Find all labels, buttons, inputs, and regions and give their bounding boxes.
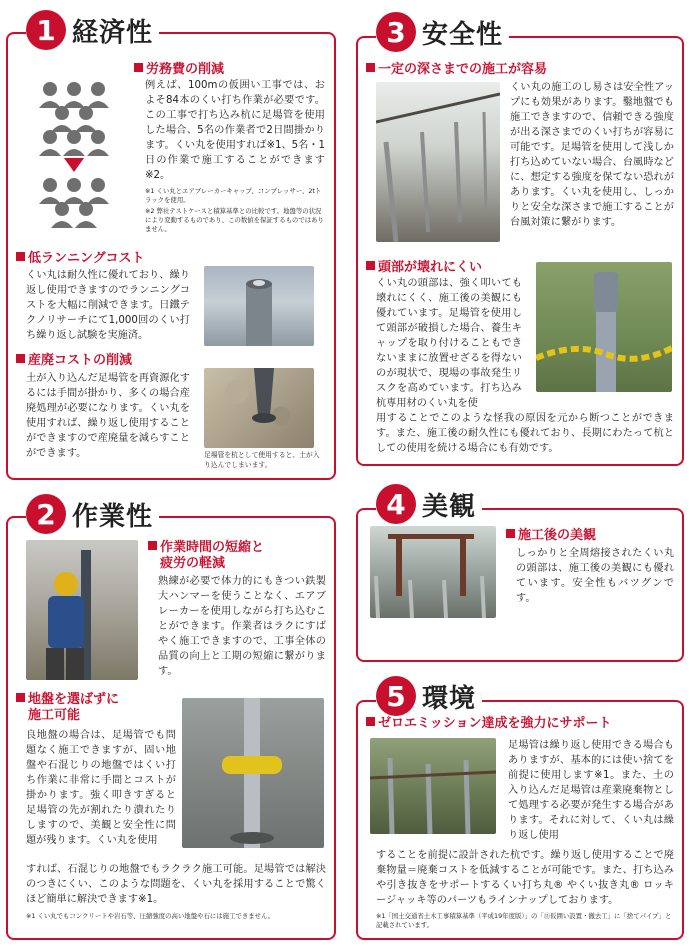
appearance-title <box>376 484 482 524</box>
workers-reduced-icon <box>38 176 110 228</box>
labor-note-2: ※2 弊社テストケースと積算基準との比較です。地盤等の状況により変動するものであり、この数値を保証するものではありません。 <box>145 207 324 233</box>
economy-heading: 経済性 <box>72 17 154 48</box>
time-heading: 作業時間の短縮と <box>148 540 264 556</box>
labor-heading: 労務費の削減 <box>134 62 224 78</box>
labor-body: 例えば、100mの仮囲い工事では、およそ84本のくい打ち作業が必要です。この工事で打ち込み杭に足場管を使用した場合、5名の作業者で2日間掛かります。くい丸を使用すれば※1、5名・1日の作業で施工することができます※2。 <box>145 80 325 181</box>
fence-piles-photo <box>376 82 500 242</box>
down-arrow-icon <box>64 158 84 172</box>
ground-heading: 地盤を選ばずに <box>16 692 119 708</box>
head-durability-body-2: 用することでこのような怪我の原因を元から断つことができます。また、施工後の耐久性にも優れており、長期にわたって杭としての使用を続ける場合にも有効です。 <box>376 413 674 454</box>
labor-note-1: ※1 くい丸とエアブレーカーキャップ、コンプレッサー、2tトラックを使用。 <box>145 187 322 204</box>
pile-chain-photo <box>536 262 672 392</box>
appearance-heading: 美観 <box>422 491 477 522</box>
grass-piles-photo <box>370 738 496 834</box>
zero-emission-note: ※1「国土交通省土木工事積算基準（平成19年度版）」の「⑪仮囲い設置・撤去工」に「捨てパイプ」と記載されています。 <box>376 912 672 929</box>
time-body: 熟練が必要で体力的にもきつい鉄製大ハンマーを使うことなく、エアブレーカーを使用しながら打ち込むことができます。作業者はラクにすばやく施工できますので、工事全体の品質の向上と工期の短縮に繋がります。 <box>158 576 326 677</box>
shrine-fence-photo <box>370 526 496 618</box>
safety-title <box>376 12 509 52</box>
depth-heading: 一定の深さまでの施工が容易 <box>366 62 547 78</box>
head-durability-body-1: くい丸の頭部は、強く叩いても壊れにくく、施工後の美観にも優れています。足場管を使用して頭部が破損した場合、養生キャップを取り付けることもできないままに放置せざるを得ないのが現状で、現場の事故発生リスクを高めています。打ち込み杭専用材のくい丸を使 <box>376 278 522 409</box>
pile-head-photo <box>204 266 314 346</box>
running-cost-heading: 低ランニングコスト <box>16 251 144 267</box>
zero-emission-body-1: 足場管は繰り返し使用できる場合もありますが、基本的には使い捨てを前提に使用します※1。また、土の入り込んだ足場管は産業廃棄物として処理する必要が発生する場合があります。それに対して、くい丸は繰り返し使用 <box>508 740 674 841</box>
ground-body-2: すれば、石混じりの地盤でもラクラク施工可能。足場管では解決のつきにくい、このような問題を、くい丸を採用することで驚くほど簡単に解決できます※1。 <box>26 864 326 905</box>
after-body: しっかりと全周熔接されたくい丸の頭部は、施工後の美観にも優れています。安全性もバツグンです。 <box>516 548 674 604</box>
waste-cost-heading: 産廃コストの削減 <box>16 353 132 369</box>
workability-title <box>26 494 159 534</box>
zero-emission-body-2: することを前提に設計された杭です。繰り返し使用することで廃棄物量＝廃棄コストを低減することが可能です。また、打ち込み や引き抜きをサポートするくい打ち丸® やくい抜き丸® ロッキージャッキ等のパーツもラインナップしております。 <box>376 850 674 906</box>
zero-emission-heading: ゼロエミッション達成を強力にサポート <box>366 716 611 732</box>
environment-heading: 環境 <box>422 683 477 714</box>
workability-number: 2 <box>26 494 66 534</box>
workability-heading: 作業性 <box>72 501 154 532</box>
safety-number: 3 <box>376 12 416 52</box>
time-heading-line2: 疲労の軽減 <box>160 556 226 571</box>
ground-body-1: 良地盤の場合は、足場管でも問題なく施工できますが、固い地盤や石混じりの地盤ではくい打ち作業に非常に手間とコストが掛かります。強く叩きすぎると足場管の先が割れたり潰れたりしますので、美観と安全性に問題が残ります。くい丸を使用 <box>26 730 176 846</box>
waste-cost-body: 土が入り込んだ足場管を再資源化するには手間が掛かり、多くの場合産廃処理が必要になります。くい丸を使用すれば、繰り返し使用することができますので産廃量を減らすことができます。 <box>26 373 190 459</box>
ground-note: ※1 くい丸でもコンクリートや岩石等、圧縮強度の高い地盤や石には施工できません。 <box>26 912 275 920</box>
worker-breaker-photo <box>26 540 138 680</box>
after-heading: 施工後の美観 <box>506 528 596 544</box>
head-durability-heading: 頭部が壊れにくい <box>366 260 482 276</box>
pile-clamp-photo <box>182 698 324 848</box>
workers-group-icon <box>38 80 110 156</box>
economy-title <box>26 10 159 50</box>
ground-heading-line2: 施工可能 <box>28 708 81 723</box>
depth-body: くい丸の施工のし易さは安全性アップにも効果があります。鑿地盤でも施工できますので、信頼できる強度が出る深さまでのくい打ちが容易に可能です。足場管を使用して浅しか打ち込めていない場合、台風時などに、想定する強度を保てない恐れがあります。くい丸を使用し、しっかりと安全な深さまで施工することが台風対策に繋がります。 <box>510 82 674 228</box>
environment-number: 5 <box>376 676 416 716</box>
soil-pipe-photo <box>204 368 314 448</box>
appearance-number: 4 <box>376 484 416 524</box>
running-cost-body: くい丸は耐久性に優れており、繰り返し使用できますのでランニングコストを大幅に削減できます。日鐵テクノリサーチにて1,000回のくい打ち繰り返し試験を実施済。 <box>26 270 190 341</box>
safety-heading: 安全性 <box>422 19 504 50</box>
economy-number: 1 <box>26 10 66 50</box>
waste-cost-caption: 足場管を杭として使用すると、土が入り込んでしまいます。 <box>204 451 320 469</box>
environment-title <box>376 676 482 716</box>
